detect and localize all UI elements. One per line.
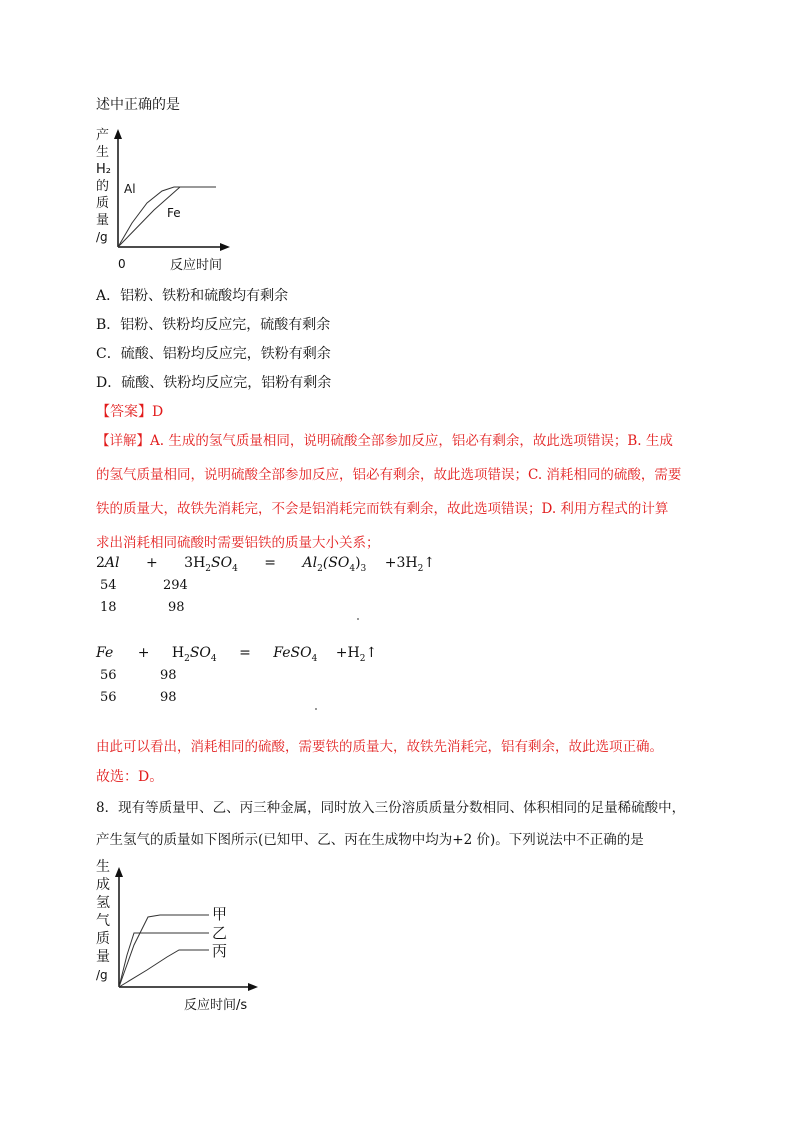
eq2-row1-a: 56 bbox=[100, 668, 117, 683]
answer: 【答案】D bbox=[96, 404, 164, 420]
detail-line-3: 铁的质量大，故铁先消耗完，不会是铝消耗完而铁有剩余，故此选项错误；D. 利用方程式的计算 bbox=[96, 501, 669, 517]
chart2-series-label-bing: 丙 bbox=[212, 942, 228, 960]
chart2-ylabel-0: 生 bbox=[96, 859, 110, 875]
eq1-row2-b: 98 bbox=[168, 600, 185, 615]
eq2-row1-b: 98 bbox=[160, 668, 177, 683]
equation-1: $2Al + 3H_2SO_4 = Al_2(SO_4)_3$ $+3H_2↑$ bbox=[96, 555, 436, 574]
option-d: D．硫酸、铁粉均反应完，铝粉有剩余 bbox=[96, 375, 332, 391]
chart2-xlabel: 反应时间/s bbox=[184, 998, 248, 1013]
option-c: C．硫酸、铝粉均反应完，铁粉有剩余 bbox=[96, 346, 331, 362]
option-a: A．铝粉、铁粉和硫酸均有剩余 bbox=[96, 288, 289, 304]
chart2-x-arrow bbox=[248, 983, 258, 991]
eq1-dot bbox=[357, 618, 359, 620]
choice: 故选：D。 bbox=[96, 769, 164, 785]
chart2-series-label-yi: 乙 bbox=[212, 924, 228, 942]
eq2-dot bbox=[315, 708, 317, 710]
chart1-ylabel-6: /g bbox=[96, 230, 108, 244]
chart2-ylabel-1: 成 bbox=[96, 877, 110, 893]
detail-line-1: 【详解】A. 生成的氢气质量相同，说明硫酸全部参加反应，铝必有剩余，故此选项错误；B. 生成 bbox=[96, 433, 673, 449]
chart1-y-arrow bbox=[114, 129, 122, 139]
chart2-ylabel-2: 氢 bbox=[96, 895, 110, 911]
chart2-series-label-jia: 甲 bbox=[212, 905, 228, 923]
chart2-series-bing bbox=[119, 950, 209, 987]
chart2-ylabel-5: 量 bbox=[96, 949, 110, 965]
chart1-ylabel-5: 量 bbox=[96, 213, 110, 228]
equation-2: $Fe + H_2SO_4$ = FeSO$_4$ $+H_2↑$ bbox=[96, 645, 378, 664]
eq2-row2-b: 98 bbox=[160, 690, 177, 705]
chart1-ylabel-4: 质 bbox=[96, 196, 110, 211]
chart-1 bbox=[92, 125, 252, 275]
chart1-ylabel-3: 的 bbox=[96, 179, 110, 194]
q8-line-1: 8．现有等质量甲、乙、丙三种金属，同时放入三份溶质质量分数相同、体积相同的足量稀硫酸中， bbox=[96, 800, 686, 816]
eq1-row1-b: 294 bbox=[163, 578, 188, 593]
detail-line-2: 的氢气质量相同，说明硫酸全部参加反应，铝必有剩余，故此选项错误；C. 消耗相同的硫酸，需要 bbox=[96, 467, 682, 483]
chart2-ylabel-4: 质 bbox=[96, 931, 110, 947]
chart1-ylabel-2: H₂ bbox=[96, 162, 111, 177]
chart2-ylabel-6: /g bbox=[96, 968, 108, 982]
chart1-x-arrow bbox=[220, 243, 230, 251]
conclusion: 由此可以看出，消耗相同的硫酸，需要铁的质量大，故铁先消耗完，铝有剩余，故此选项正确。 bbox=[96, 739, 663, 755]
eq1-row2-a: 18 bbox=[100, 600, 117, 615]
option-b: B．铝粉、铁粉均反应完，硫酸有剩余 bbox=[96, 317, 331, 333]
chart2-series-jia bbox=[119, 915, 209, 987]
chart1-series-label-al: Al bbox=[124, 182, 136, 196]
chart1-origin: 0 bbox=[118, 257, 126, 271]
chart1-series-label-fe: Fe bbox=[167, 206, 181, 220]
intro-line: 述中正确的是 bbox=[96, 97, 180, 113]
chart1-ylabel-0: 产 bbox=[96, 128, 110, 143]
eq1-row1-a: 54 bbox=[100, 578, 117, 593]
chart2-ylabel-3: 气 bbox=[96, 913, 110, 929]
eq2-row2-a: 56 bbox=[100, 690, 117, 705]
chart2-y-arrow bbox=[115, 867, 123, 877]
q8-line-2: 产生氢气的质量如下图所示(已知甲、乙、丙在生成物中均为+2 价)。下列说法中不正确的是 bbox=[96, 832, 644, 848]
detail-line-4: 求出消耗相同硫酸时需要铝铁的质量大小关系； bbox=[96, 535, 380, 551]
chart1-ylabel-1: 生 bbox=[96, 145, 110, 160]
chart-2 bbox=[92, 855, 272, 1035]
chart1-xlabel: 反应时间 bbox=[170, 258, 223, 273]
